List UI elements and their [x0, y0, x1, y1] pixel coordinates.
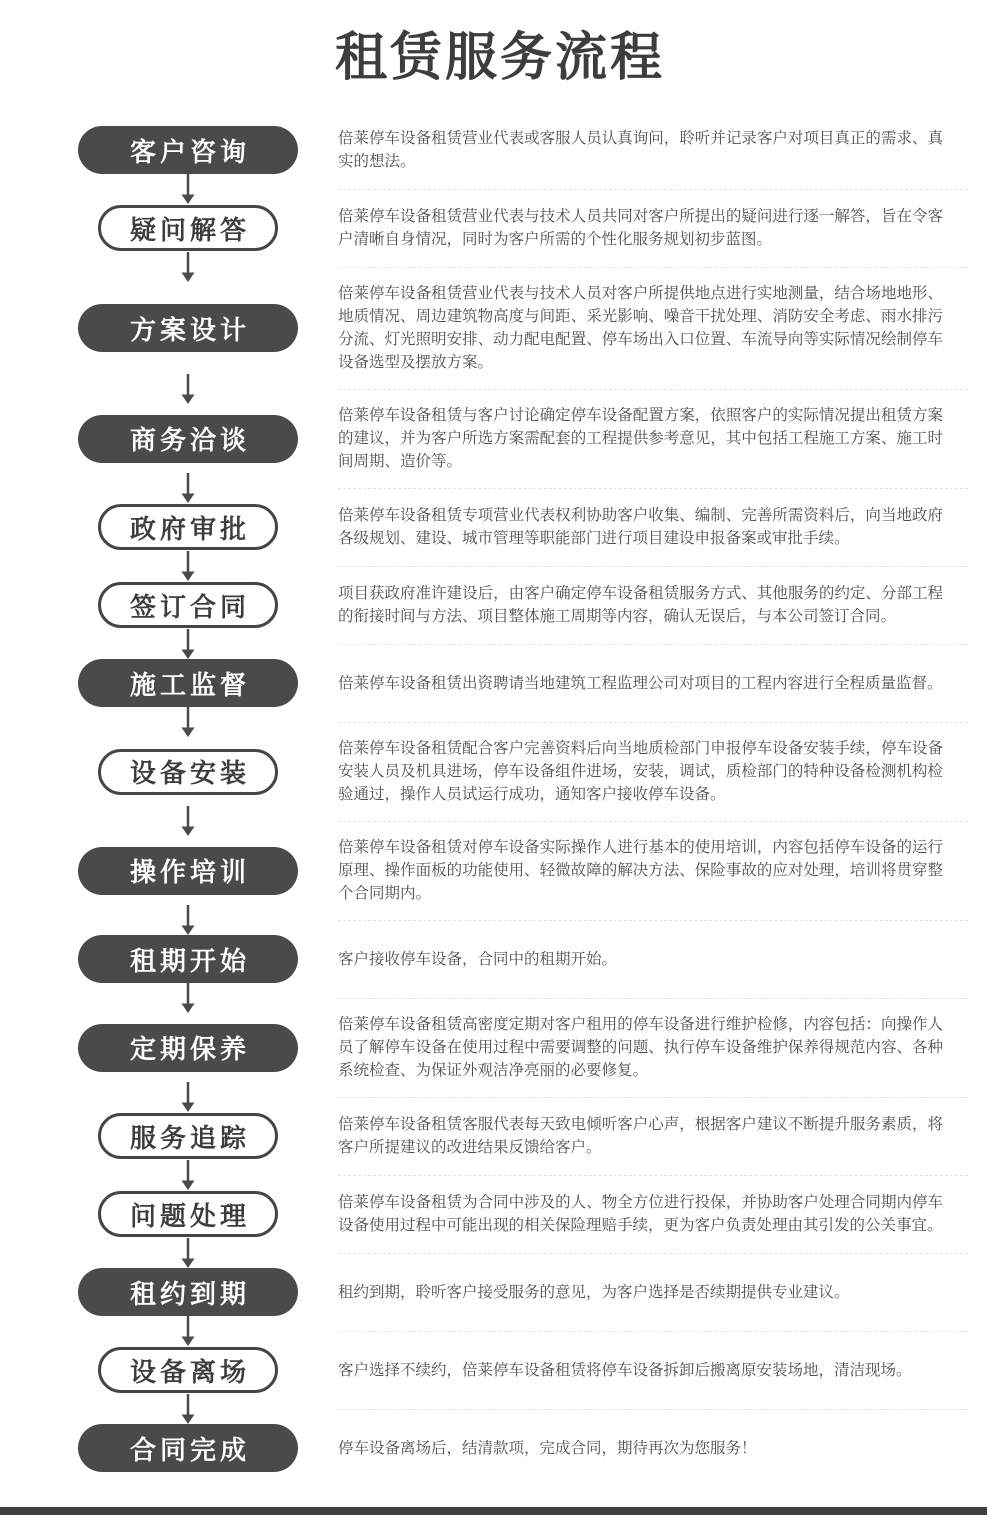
step-label: 定期保养 [129, 1034, 250, 1064]
flow-step [78, 1424, 970, 1472]
flow-arrow-cell [78, 551, 298, 581]
flow-desc-cell [338, 737, 970, 806]
dashed-separator [338, 920, 968, 921]
flow-connector [78, 473, 970, 503]
flow-separator-cell [338, 644, 970, 645]
dashed-separator [338, 722, 968, 723]
flow-connector [78, 629, 970, 659]
flow-desc-cell [338, 282, 970, 374]
step-label: 租期开始 [129, 945, 250, 976]
down-arrow-icon [177, 806, 199, 836]
step-description: 倍莱停车设备租赁高密度定期对客户租用的停车设备进行维护检修，内容包括：向操作人员了解停车设备在使用过程中需要调整的问题、执行停车设备维护保养得规范内容、各种系统检查、为保证外观洁净亮丽的必要修复。 [338, 1016, 943, 1079]
step-description: 倍莱停车设备租赁营业代表与技术人员对客户所提供地点进行实地测量，结合场地地形、地质情况、周边建筑物高度与间距、采光影响、噪音干扰处理、消防安全考虑、雨水排污分流、灯光照明安排、动力配电配置、停车场出入口位置、车流导向等实际情况绘制停车设备选型及摆放方案。 [338, 285, 943, 371]
step-node [98, 1347, 278, 1393]
flow-desc-cell [338, 1281, 970, 1304]
flow-connector [78, 806, 970, 836]
flow-separator-cell [338, 998, 970, 999]
flow-arrow-cell [78, 1082, 298, 1112]
flow-node-cell [78, 205, 298, 251]
flow-arrow-cell [78, 905, 298, 935]
flow-node-cell [78, 1424, 298, 1472]
step-label: 合同完成 [129, 1434, 250, 1465]
dashed-separator [338, 998, 968, 999]
dashed-separator [338, 1253, 968, 1254]
down-arrow-icon [177, 1160, 199, 1190]
flow-connector [78, 1082, 970, 1112]
dashed-separator [338, 644, 968, 645]
down-arrow-icon [177, 1082, 199, 1112]
flow-node-cell [78, 1347, 298, 1393]
dashed-separator [338, 566, 968, 567]
flow-desc-cell [338, 1013, 970, 1082]
flow-separator-cell [338, 267, 970, 268]
step-node [78, 1024, 298, 1072]
step-description: 倍莱停车设备租赁出资聘请当地建筑工程监理公司对项目的工程内容进行全程质量监督。 [338, 674, 943, 692]
step-label: 问题处理 [129, 1200, 250, 1231]
step-description: 倍莱停车设备租赁专项营业代表权利协助客户收集、编制、完善所需资料后，向当地政府各级规划、建设、城市管理等职能部门进行项目建设申报备案或审批手续。 [338, 507, 943, 547]
flow-step [78, 737, 970, 806]
flow-connector [78, 1394, 970, 1424]
flow-desc-cell [338, 836, 970, 905]
down-arrow-icon [177, 374, 199, 404]
step-description: 倍莱停车设备租赁营业代表与技术人员共同对客户所提出的疑问进行逐一解答，旨在令客户清晰自身情况，同时为客户所需的个性化服务规划初步蓝图。 [338, 208, 943, 248]
step-description: 倍莱停车设备租赁配合客户完善资料后向当地质检部门申报停车设备安装手续，停车设备安装人员及机具进场，停车设备组件进场，安装，调试，质检部门的特种设备检测机构检验通过，操作人员试运行成功，通知客户接收停车设备。 [338, 740, 943, 803]
flow-step [78, 836, 970, 905]
step-label: 商务洽谈 [129, 425, 250, 455]
dashed-separator [338, 267, 968, 268]
step-description: 租约到期，聆听客户接受服务的意见，为客户选择是否续期提供专业建议。 [338, 1283, 850, 1301]
flow-arrow-cell [78, 252, 298, 282]
flow-node-cell [78, 582, 298, 628]
step-node [98, 504, 278, 550]
dashed-separator [338, 488, 968, 489]
flow-step [78, 1112, 970, 1160]
step-node [78, 126, 298, 174]
flow-connector [78, 551, 970, 581]
flow-connector [78, 1160, 970, 1190]
step-description: 客户选择不续约，倍莱停车设备租赁将停车设备拆卸后搬离原安装场地，清洁现场。 [338, 1361, 912, 1379]
flow-node-cell [78, 1113, 298, 1159]
step-node [78, 1424, 298, 1472]
flow-desc-cell [338, 672, 970, 695]
flow-arrow-cell [78, 174, 298, 204]
flow-desc-cell [338, 504, 970, 550]
dashed-separator [338, 389, 968, 390]
flow-desc-cell [338, 948, 970, 971]
flow-arrow-cell [78, 1316, 298, 1346]
flow-desc-cell [338, 1437, 970, 1460]
dashed-separator [338, 1097, 968, 1098]
flow-node-cell [78, 659, 298, 707]
flow-separator-cell [338, 920, 970, 921]
step-label: 设备离场 [129, 1356, 250, 1387]
flow-separator-cell [338, 1175, 970, 1176]
flow-connector [78, 374, 970, 404]
down-arrow-icon [177, 707, 199, 737]
flow-node-cell [78, 749, 298, 795]
flow-separator-cell [338, 389, 970, 390]
flow-connector [78, 174, 970, 204]
step-label: 客户咨询 [129, 136, 250, 167]
flow-step [78, 1346, 970, 1394]
step-node [78, 304, 298, 352]
flow-separator-cell [338, 189, 970, 190]
bottom-divider-bar [0, 1507, 987, 1515]
flow-connector [78, 252, 970, 282]
flow-node-cell [78, 847, 298, 895]
flow-node-cell [78, 415, 298, 463]
step-description: 停车设备离场后，结清款项，完成合同，期待再次为您服务！ [338, 1439, 757, 1457]
down-arrow-icon [177, 983, 199, 1013]
step-node [78, 935, 298, 983]
flow-arrow-cell [78, 374, 298, 404]
flow-node-cell [78, 304, 298, 352]
flow-arrow-cell [78, 983, 298, 1013]
step-label: 方案设计 [129, 314, 250, 345]
flow-node-cell [78, 1191, 298, 1237]
flow-desc-cell [338, 205, 970, 251]
down-arrow-icon [177, 551, 199, 581]
flow-arrow-cell [78, 707, 298, 737]
flow-separator-cell [338, 1253, 970, 1254]
page-title: 租赁服务流程 [334, 29, 665, 87]
step-description: 客户接收停车设备，合同中的租期开始。 [338, 950, 618, 968]
flow-separator-cell [338, 821, 970, 822]
step-description: 项目获政府准许建设后，由客户确定停车设备租赁服务方式、其他服务的约定、分部工程的衔接时间与方法、项目整体施工周期等内容，确认无误后，与本公司签订合同。 [338, 585, 943, 625]
down-arrow-icon [177, 1394, 199, 1424]
flow-desc-cell [338, 1191, 970, 1237]
step-node [98, 582, 278, 628]
down-arrow-icon [177, 905, 199, 935]
flow-separator-cell [338, 1409, 970, 1410]
flow-step [78, 404, 970, 473]
step-description: 倍莱停车设备租赁营业代表或客服人员认真询问，聆听并记录客户对项目真正的需求、真实的想法。 [338, 130, 943, 170]
step-description: 倍莱停车设备租赁为合同中涉及的人、物全方位进行投保，并协助客户处理合同期内停车设备使用过程中可能出现的相关保险理赔手续，更为客户负责处理由其引发的公关事宜。 [338, 1194, 943, 1234]
step-label: 疑问解答 [129, 214, 250, 245]
flow-desc-cell [338, 582, 970, 628]
step-label: 政府审批 [129, 513, 250, 544]
down-arrow-icon [177, 174, 199, 204]
flow-step [78, 935, 970, 983]
step-label: 签订合同 [129, 591, 250, 622]
flow-desc-cell [338, 1113, 970, 1159]
flow-connector [78, 1316, 970, 1346]
flow-separator-cell [338, 1097, 970, 1098]
step-description: 倍莱停车设备租赁对停车设备实际操作人进行基本的使用培训，内容包括停车设备的运行原理、操作面板的功能使用、轻微故障的解决方法、保险事故的应对处理，培训将贯穿整个合同期内。 [338, 839, 943, 902]
flow-arrow-cell [78, 1238, 298, 1268]
flow-node-cell [78, 935, 298, 983]
flow-separator-cell [338, 722, 970, 723]
down-arrow-icon [177, 629, 199, 659]
dashed-separator [338, 189, 968, 190]
step-description: 倍莱停车设备租赁与客户讨论确定停车设备配置方案，依照客户的实际情况提出租赁方案的建议，并为客户所选方案需配套的工程提供参考意见，其中包括工程施工方案、施工时间周期、造价等。 [338, 407, 943, 470]
flow-step [78, 503, 970, 551]
flow-node-cell [78, 1268, 298, 1316]
flow-connector [78, 707, 970, 737]
flow-arrow-cell [78, 473, 298, 503]
flow-step [78, 1190, 970, 1238]
dashed-separator [338, 821, 968, 822]
down-arrow-icon [177, 252, 199, 282]
step-label: 服务追踪 [129, 1122, 250, 1153]
flow-step [78, 659, 970, 707]
step-node [78, 847, 298, 895]
dashed-separator [338, 1409, 968, 1410]
step-node [98, 1113, 278, 1159]
step-label: 施工监督 [129, 669, 250, 700]
flow-step [78, 1268, 970, 1316]
step-node [78, 1268, 298, 1316]
flow-arrow-cell [78, 806, 298, 836]
flow-node-cell [78, 126, 298, 174]
step-label: 租约到期 [129, 1278, 250, 1309]
flow-arrow-cell [78, 1394, 298, 1424]
flow-connector [78, 983, 970, 1013]
flow-step [78, 1013, 970, 1082]
flow-arrow-cell [78, 1160, 298, 1190]
flowchart [0, 126, 1000, 1472]
flow-desc-cell [338, 1359, 970, 1382]
flow-separator-cell [338, 1331, 970, 1332]
flow-node-cell [78, 504, 298, 550]
step-node [78, 659, 298, 707]
dashed-separator [338, 1331, 968, 1332]
flow-node-cell [78, 1024, 298, 1072]
down-arrow-icon [177, 473, 199, 503]
step-label: 设备安装 [129, 758, 250, 788]
flow-step [78, 126, 970, 174]
step-description: 倍莱停车设备租赁客服代表每天致电倾听客户心声，根据客户建议不断提升服务素质，将客户所提建议的改进结果反馈给客户。 [338, 1116, 943, 1156]
flow-step [78, 204, 970, 252]
flow-desc-cell [338, 127, 970, 173]
step-label: 操作培训 [129, 857, 250, 887]
step-node [98, 749, 278, 795]
flow-step [78, 581, 970, 629]
dashed-separator [338, 1175, 968, 1176]
down-arrow-icon [177, 1316, 199, 1346]
flow-arrow-cell [78, 629, 298, 659]
step-node [98, 1191, 278, 1237]
step-node [78, 415, 298, 463]
flow-desc-cell [338, 404, 970, 473]
down-arrow-icon [177, 1238, 199, 1268]
flow-connector [78, 1238, 970, 1268]
flow-step [78, 282, 970, 374]
flow-separator-cell [338, 488, 970, 489]
flow-connector [78, 905, 970, 935]
flow-separator-cell [338, 566, 970, 567]
step-node [98, 205, 278, 251]
